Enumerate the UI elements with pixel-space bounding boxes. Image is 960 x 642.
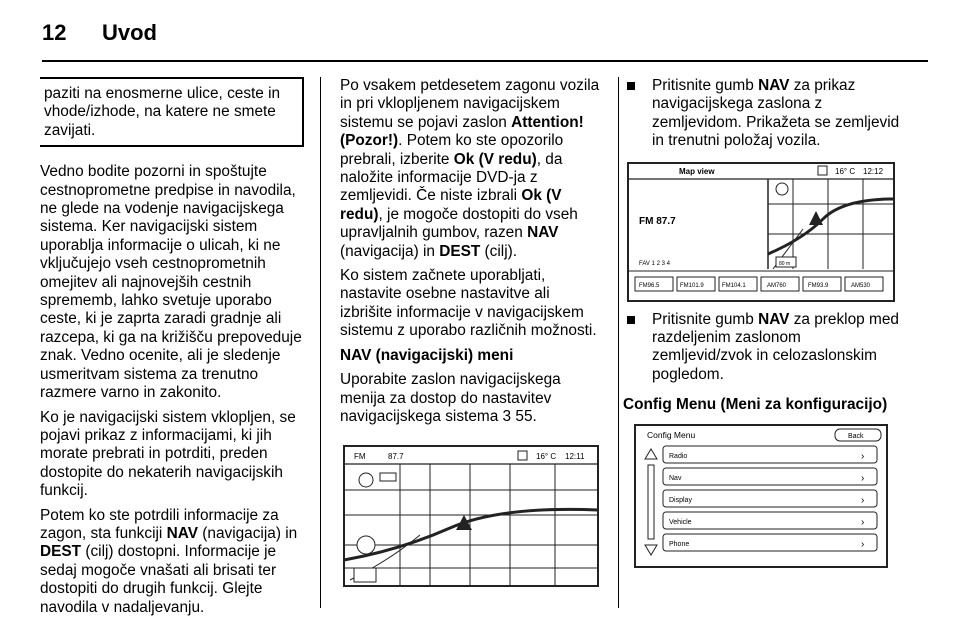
ok-term: Ok (V redu) [453,150,537,168]
zoom-icon [380,473,396,481]
config-item-phone[interactable] [663,534,877,551]
paragraph [340,77,606,261]
config-item-display[interactable] [663,490,877,507]
temperature-label: 16° C [536,452,557,462]
text: . Potem ko ste opozorilo prebrali, izberite [340,132,564,168]
scale-icon [354,568,376,582]
warning-box: paziti na enosmerne ulice, ceste in vhode/izhode, na katere ne smete zavijati. [40,77,304,147]
page-number: 12 [42,20,67,45]
scale-label: 80 m [779,260,791,267]
chevron-right-icon: › [861,516,865,528]
text: 55. [511,407,537,425]
bullet-item [623,77,901,151]
poi-icon [357,536,375,554]
column-3 [623,77,901,571]
text: Pritisnite gumb [652,77,759,94]
column-1 [40,77,304,623]
preset-label: AM760 [767,282,787,289]
text: (navigacija) in [197,524,298,542]
chevron-right-icon: › [861,450,865,462]
preset-label: FM96.5 [639,282,660,289]
time-label: 12:12 [863,166,884,176]
text: (cilj). [480,242,518,260]
bullet-icon [627,316,635,324]
text: Potem ko ste potrdili informacije za zagon, sta funkciji [40,506,279,542]
section-heading: Config Menu (Meni za konfiguracijo) [623,396,888,414]
reference-arrow-icon: 3 [502,407,512,425]
nav-term: NAV [758,77,790,94]
text: Po vsakem petdesetem zagonu vozila in pri vklopljenem navigacijskem sistemu se pojavi zaslon [340,77,600,131]
config-item-vehicle[interactable] [663,512,877,529]
text: Pritisnite gumb [652,310,759,328]
text: , da naložite informacije DVD-ja z zemljevidi. Če niste izbrali [340,150,563,205]
chevron-right-icon: › [861,538,865,550]
frequency-label: 87.7 [388,452,404,462]
chevron-right-icon: › [861,472,865,484]
nav-menu-figure [340,440,604,590]
attention-term: Attention! (Pozor!) [340,113,584,150]
column-2 [340,77,606,590]
radio-label: FM [354,452,366,462]
config-menu-figure [623,421,899,571]
fav-label: FAV 1 2 3 4 [639,260,670,267]
section-heading: NAV (navigacijski) meni [340,346,514,364]
preset-label: FM104.1 [722,282,746,289]
preset-label: FM93.9 [808,282,829,289]
config-item-radio[interactable] [663,446,877,463]
bullet-icon [627,82,635,90]
dest-term: DEST [40,543,82,561]
text: (navigacija) in [340,242,440,260]
config-menu-title: Config Menu [647,429,696,440]
page-title: Uvod [102,20,157,45]
text: za prikaz navigacijskega zaslona z zemljevidom. Prikažeta se zemljevid in trenutni položaj vozila. [652,77,900,150]
column-divider-1 [320,77,321,608]
config-item-label: Vehicle [669,518,692,526]
text: Uporabite zaslon navigacijskega menija za dostop do nastavitev navigacijskega sistema [340,371,561,425]
preset-label: FM101.9 [680,282,704,289]
screen-frame [344,446,598,586]
paragraph [40,507,304,617]
header-rule [42,60,928,62]
paragraph: Ko sistem začnete uporabljati, nastavite osebne nastavitve ali izbrišite informacije v navigacijskem sistemu z uporabo različnih možnosti. [340,267,597,340]
text: , je mogoče dostopiti do vseh upravljalnih gumbov, razen [340,205,578,242]
map-view-figure [623,159,899,305]
back-label: Back [848,432,864,440]
page-header [42,20,157,46]
ok-term: Ok (V redu) [340,187,562,223]
chevron-right-icon: › [861,494,865,506]
compass-icon [359,473,373,487]
nav-term: NAV [166,524,198,542]
nav-term: NAV [527,224,559,242]
temperature-label: 16° C [835,166,856,176]
time-label: 12:11 [565,452,585,462]
config-item-label: Phone [669,540,690,548]
config-item-nav[interactable] [663,468,877,485]
bullet-item [623,311,901,385]
config-item-label: Nav [669,474,682,482]
nav-term: NAV [758,310,790,328]
dest-term: DEST [439,242,481,260]
paragraph: Vedno bodite pozorni in spoštujte cestnoprometne predpise in navodila, ne glede na vodenje navigacijskega sistema. Ker navigacijski sistem uporablja informacije o ulicah, ki ne vključujejo vseh cestnoprometnih omejitev ali najnovejših cestnih sprememb, lahko svetuje uporabo ceste, ki je zaprta zaradi gradnje ali razcepa, ki ga na križišču prepoveduje znak. Vedno ocenite, ali je sledenje usmeritvam sistema za trenutno razmere varno in zakonito. [40,163,302,402]
preset-label: AM530 [851,282,871,289]
config-item-label: Display [669,496,692,504]
station-label: FM 87.7 [639,215,676,227]
config-item-label: Radio [669,452,688,460]
column-divider-2 [618,77,619,608]
map-view-title: Map view [679,166,715,176]
text: za preklop med razdeljenim zaslonom zemljevid/zvok in celozaslonskim pogledom. [652,310,899,383]
config-items [663,446,877,551]
paragraph: Ko je navigacijski sistem vklopljen, se pojavi prikaz z informacijami, ki jih morate prebrati in potrditi, preden dostopite do nekaterih navigacijskih funkcij. [40,408,296,500]
text: (cilj) dostopni. Informacije je sedaj mogoče vnašati ali brisati ter dostopiti do drugih funkcij. Glejte navodila v nadaljevanju. [40,543,277,616]
scrollbar[interactable] [648,465,654,539]
compass-icon [776,183,788,195]
paragraph [340,371,606,426]
